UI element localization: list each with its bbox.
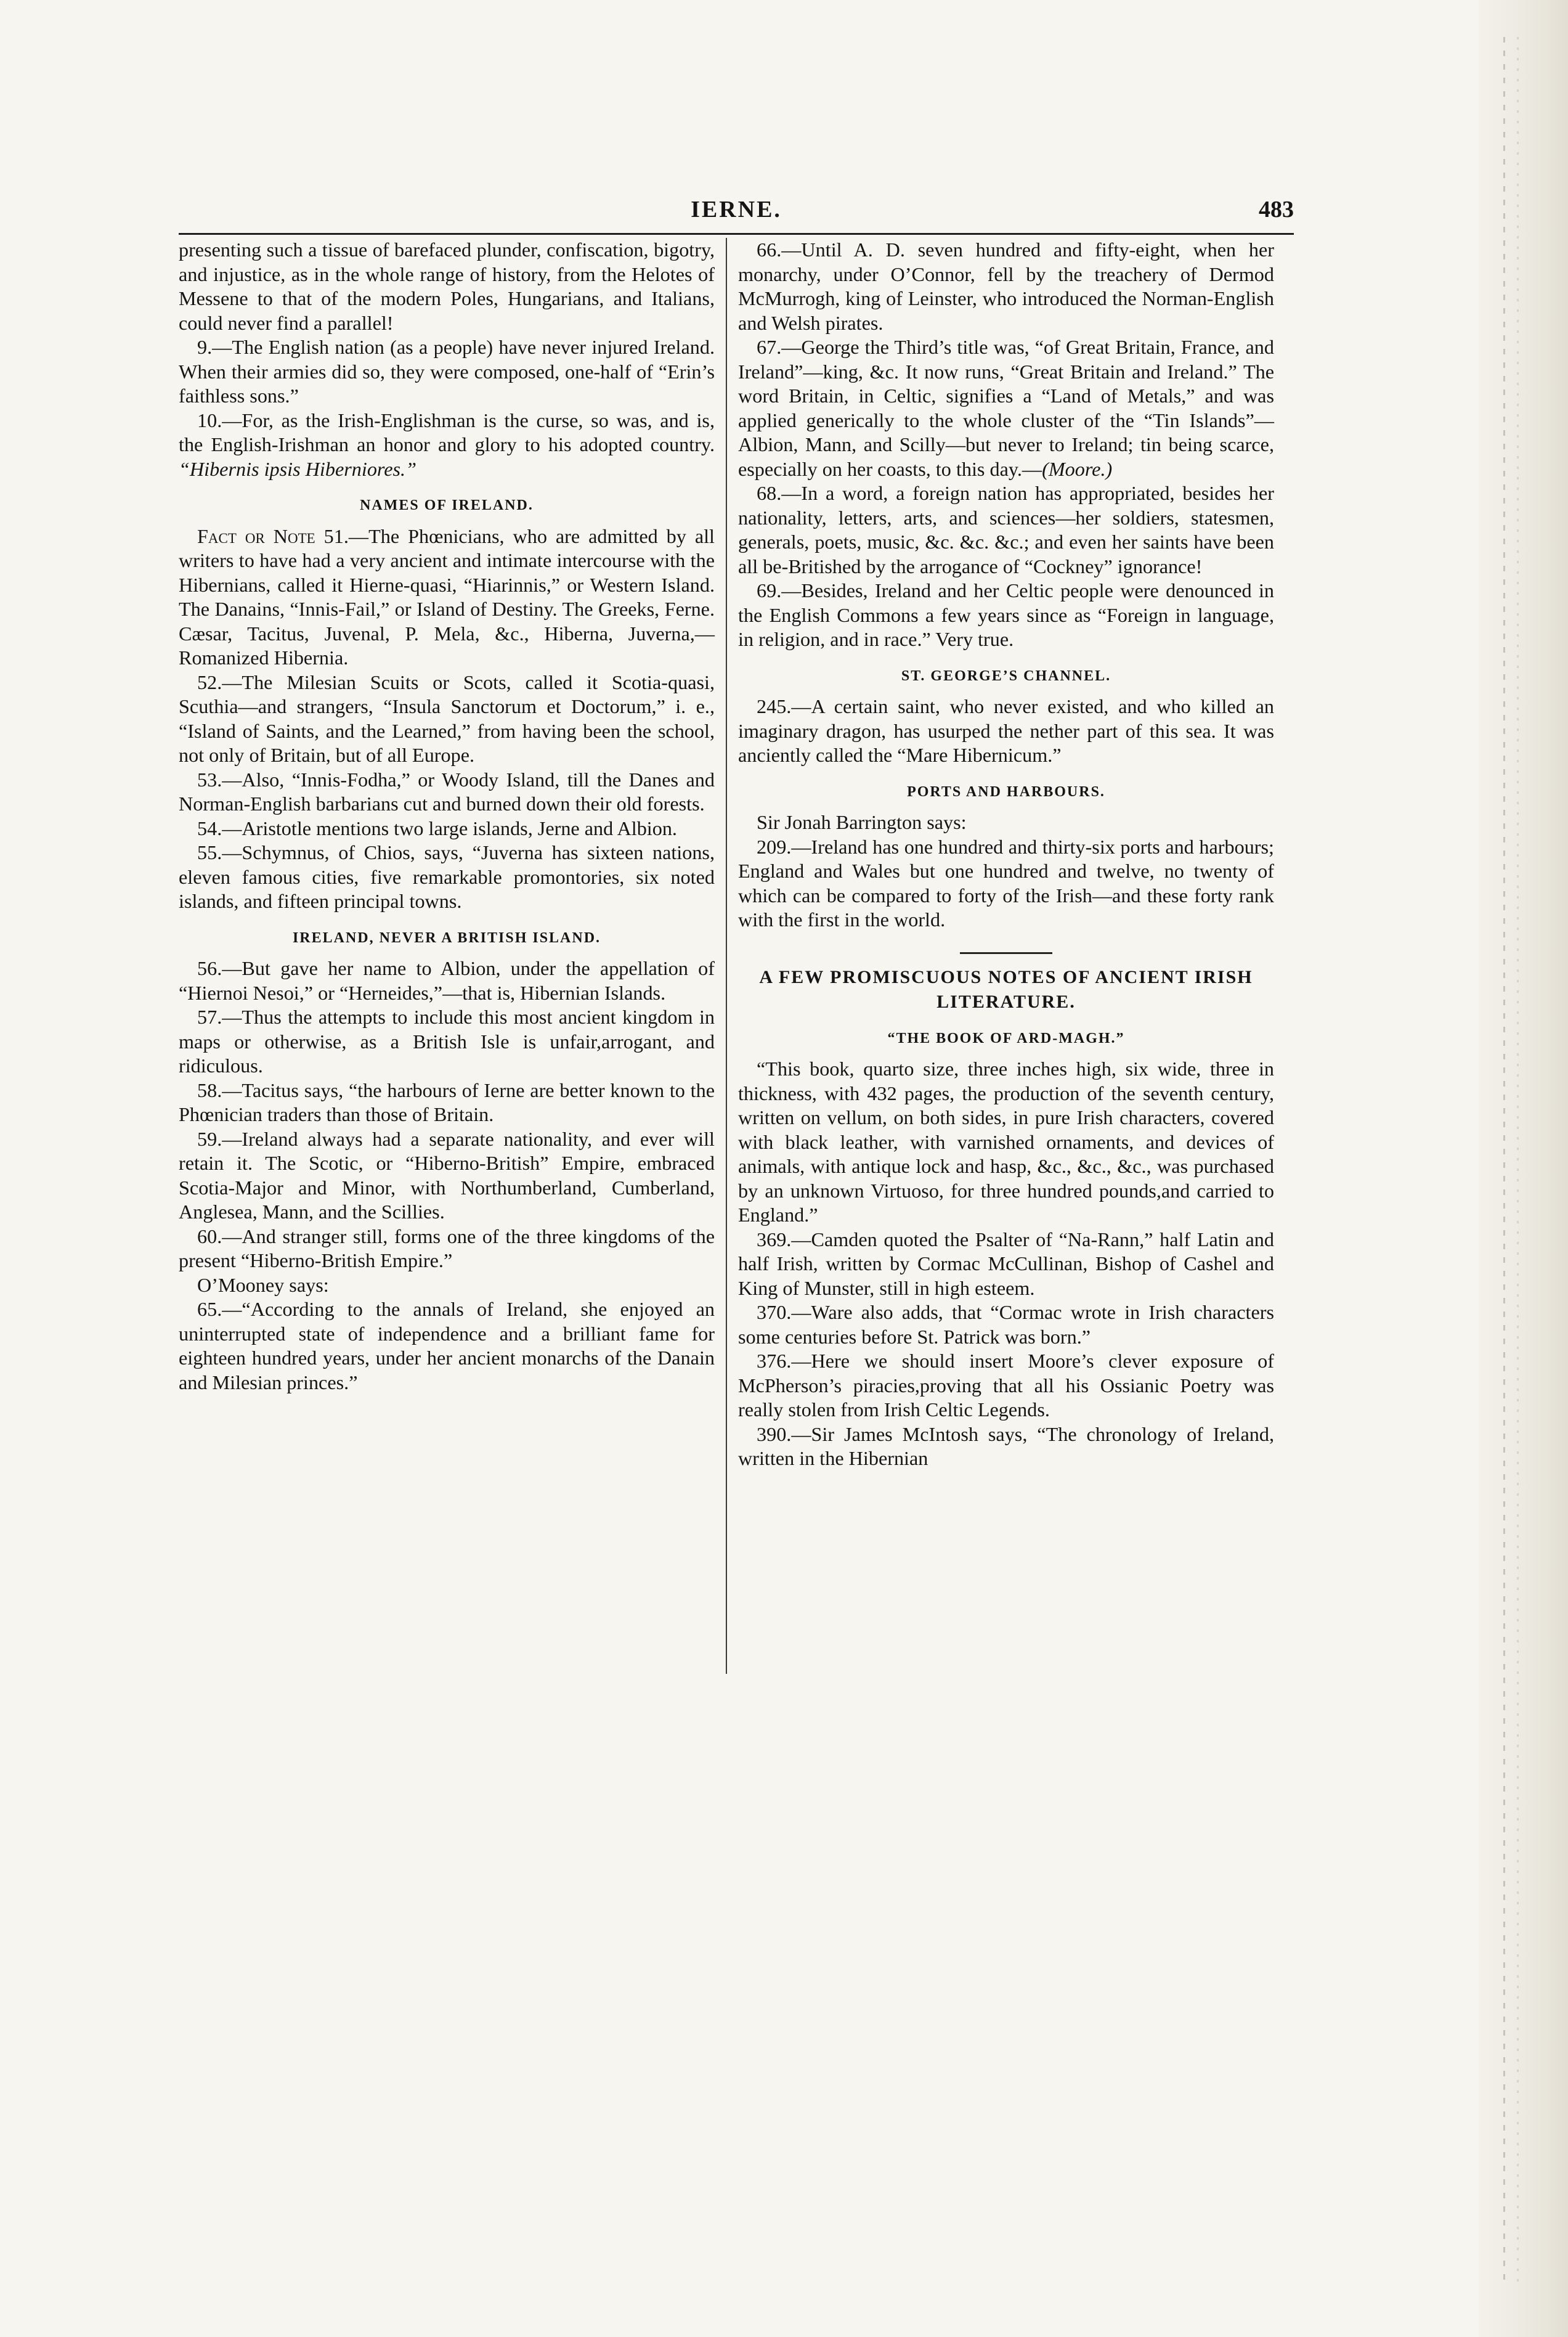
paragraph-370: 370.—Ware also adds, that “Cormac wrote in Irish characters some centuries before St. Patrick was born.”	[738, 1301, 1274, 1348]
heading-names-of-ireland: NAMES OF IRELAND.	[360, 497, 534, 513]
page-edge	[1479, 0, 1568, 2337]
header-rule	[179, 233, 1294, 235]
paragraph-52: 52.—The Milesian Scuits or Scots, called it Scotia-quasi, Scuthia—and strangers, “Insula Sanctorum et Doctorum,” i. e., “Island of Saints, and the Learned,” from having been the school, not only of Britain, but of all Europe.	[179, 671, 715, 766]
heading-never-british-island: IRELAND, NEVER A BRITISH ISLAND.	[292, 929, 601, 946]
paragraph-59: 59.—Ireland always had a separate nationality, and ever will retain it. The Scotic, or “Hiberno-British” Empire, embraced Scotia-Major and Minor, with Northumberland, Cumberland, Anglesea, Mann, and the Scillies.	[179, 1127, 715, 1223]
paragraph-209: 209.—Ireland has one hundred and thirty-six ports and harbours; England and Wales but one hundred and twelve, no twenty of which can be compared to forty of the Irish—and these forty rank with the first in the world.	[738, 835, 1274, 931]
omooney-intro: O’Mooney says:	[197, 1273, 329, 1296]
paragraph-54: 54.—Aristotle mentions two large islands, Jerne and Albion.	[197, 817, 677, 839]
paragraph-69: 69.—Besides, Ireland and her Celtic people were denounced in the English Commons a few years since as “Foreign in language, in religion, and in race.” Very true.	[738, 579, 1274, 650]
column-divider	[726, 238, 727, 1674]
paragraph-10-quote: “Hibernis ipsis Hiberniores.”	[179, 457, 416, 480]
paragraph-55: 55.—Schymnus, of Chios, says, “Juverna has sixteen nations, eleven famous cities, five remarkable promontories, six noted islands, and fifteen principal towns.	[179, 841, 715, 912]
paragraph-66: 66.—Until A. D. seven hundred and fifty-eight, when her monarchy, under O’Connor, fell by the treachery of Dermod McMurrogh, king of Leinster, who introduced the Norman-English and Welsh pirates.	[738, 239, 1274, 334]
heading-st-georges-channel: ST. GEORGE’S CHANNEL.	[901, 667, 1111, 684]
running-title: IERNE.	[691, 197, 782, 222]
paragraph-67-text: 67.—George the Third’s title was, “of Great Britain, France, and Ireland”—king, &c. It now runs, “Great Britain and Ireland.” The word Britain, in Celtic, signifies a “Land of Metals,” and was applied generically to the whole cluster of the “Tin Islands”—Albion, Mann, and Scilly—but never to Ireland; tin being scarce, especially on her coasts, to this day.—	[738, 336, 1274, 480]
heading-ports-and-harbours: PORTS AND HARBOURS.	[907, 783, 1105, 800]
paragraph-58: 58.—Tacitus says, “the harbours of Ierne are better known to the Phœnician traders than those of Britain.	[179, 1079, 715, 1125]
paragraph-10-text: 10.—For, as the Irish-Englishman is the curse, so was, and is, the English-Irishman an honor and glory to his adopted country.	[179, 409, 715, 455]
barrington-intro: Sir Jonah Barrington says:	[757, 811, 967, 833]
paragraph-60: 60.—And stranger still, forms one of the three kingdoms of the present “Hiberno-British Empire.”	[179, 1225, 715, 1271]
paragraph-56: 56.—But gave her name to Albion, under the appellation of “Hiernoi Nesoi,” or “Herneides,”—that is, Hibernian Islands.	[179, 957, 715, 1004]
paragraph-68: 68.—In a word, a foreign nation has appropriated, besides her nationality, letters, arts, and sciences—her soldiers, statesmen, generals, poets, music, &c. &c. &c.; and even her saints have been all be-Britished by the arrogance of “Cockney” ignorance!	[738, 482, 1274, 577]
paragraph-53: 53.—Also, “Innis-Fodha,” or Woody Island, till the Danes and Norman-English barbarians cut and burned down their old forests.	[179, 768, 715, 815]
paragraph-51-lead-in: Fact or Note	[197, 524, 315, 547]
paragraph-57: 57.—Thus the attempts to include this most ancient kingdom in maps or otherwise, as a British Isle is unfair,arrogant, and ridiculous.	[179, 1006, 715, 1077]
paragraph-390: 390.—Sir James McIntosh says, “The chronology of Ireland, written in the Hibernian	[738, 1422, 1274, 1469]
heading-irish-literature: A FEW PROMISCUOUS NOTES OF ANCIENT IRISH LITERATURE.	[759, 966, 1253, 1012]
paragraph-10	[179, 409, 715, 482]
right-column	[738, 238, 1274, 1471]
paragraph-51-text: 51.—The Phœnicians, who are admitted by all writers to have had a very ancient and intimate intercourse with the Hibernians, called it Hierne-quasi, “Hiarinnis,” or Western Island. The Danains, “Innis-Fail,” or Island of Destiny. The Greeks, Ferne. Cæsar, Tacitus, Juvenal, P. Mela, &c., Hiberna, Juverna,—Romanized Hibernia.	[179, 524, 715, 669]
page-edge-mark-secondary	[1517, 37, 1519, 2286]
paragraph-65: 65.—“According to the annals of Ireland, she enjoyed an uninterrupted state of independence and a brilliant fame for eighteen hundred years, under her ancient monarchs of the Danain and Milesian princes.”	[179, 1298, 715, 1393]
paragraph-book-description: “This book, quarto size, three inches high, six wide, three in thickness, with 432 pages, the production of the seventh century, written on vellum, on both sides, in pure Irish characters, covered with black leather, with varnished ornaments, and devices of animals, with antique lock and hasp, &c., &c., &c., was purchased by an unknown Virtuoso, for three hundred pounds,and carried to England.”	[738, 1058, 1274, 1226]
left-column	[179, 238, 715, 1395]
paragraph-9: 9.—The English nation (as a people) have never injured Ireland. When their armies did so, they were composed, one-half of “Erin’s faithless sons.”	[179, 336, 715, 407]
paragraph-67-citation: (Moore.)	[1042, 457, 1113, 480]
paragraph-376: 376.—Here we should insert Moore’s clever exposure of McPherson’s piracies,proving that all his Ossianic Poetry was really stolen from Irish Celtic Legends.	[738, 1350, 1274, 1421]
paragraph-intro: presenting such a tissue of barefaced plunder, confiscation, bigotry, and injustice, as in the whole range of history, from the Helotes of Messene to that of the modern Poles, Hungarians, and Italians, could never find a parallel!	[179, 239, 715, 334]
page-number: 483	[1259, 197, 1294, 222]
paragraph-245: 245.—A certain saint, who never existed, and who killed an imaginary dragon, has usurped the nether part of this sea. It was anciently called the “Mare Hibernicum.”	[738, 695, 1274, 766]
heading-book-of-ard-magh: “THE BOOK OF ARD-MAGH.”	[887, 1030, 1125, 1046]
section-divider	[960, 952, 1052, 954]
page-edge-mark	[1503, 37, 1505, 2286]
paragraph-51	[179, 524, 715, 671]
paragraph-67	[738, 335, 1274, 481]
paragraph-369: 369.—Camden quoted the Psalter of “Na-Rann,” half Latin and half Irish, written by Cormac McCullinan, Bishop of Cashel and King of Munster, still in high esteem.	[738, 1228, 1274, 1299]
